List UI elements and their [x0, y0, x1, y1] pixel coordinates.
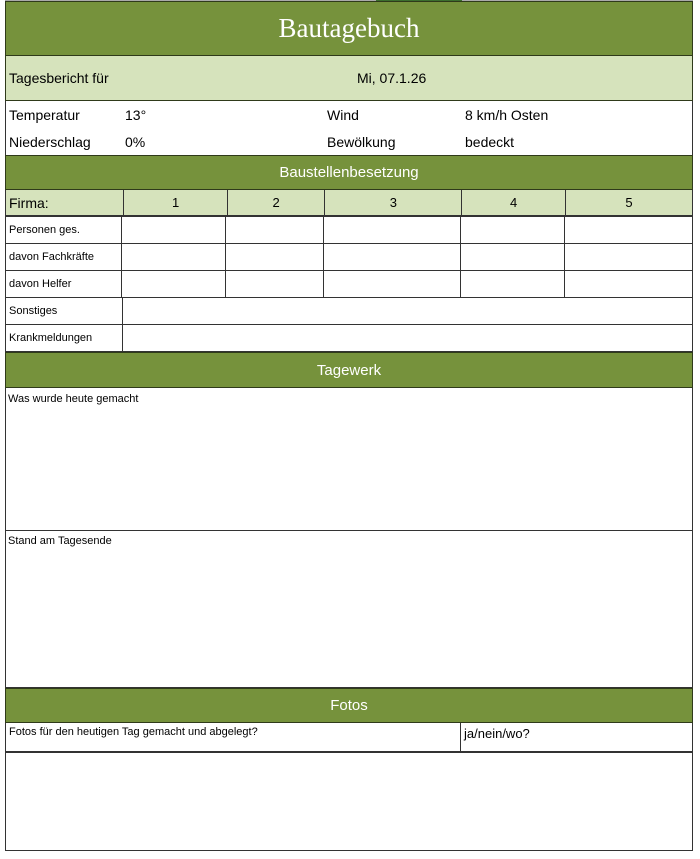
row-label-sick: Krankmeldungen: [6, 325, 123, 352]
firm-column-5: 5: [566, 190, 693, 216]
firm-column-2: 2: [228, 190, 326, 216]
firm-label: Firma:: [6, 190, 124, 216]
other-input-cell[interactable]: [123, 298, 693, 325]
table-cell[interactable]: [324, 217, 462, 244]
clouds-value[interactable]: bedeckt: [465, 134, 515, 150]
report-date-row: [5, 56, 693, 101]
temperature-value[interactable]: 13°: [125, 107, 147, 123]
weather-block: [5, 101, 693, 155]
staffing-row-skilled: [5, 244, 693, 271]
table-cell[interactable]: [461, 271, 565, 298]
table-cell[interactable]: [226, 271, 324, 298]
report-label: Tagesbericht für: [9, 70, 109, 86]
table-cell[interactable]: [565, 271, 693, 298]
table-cell[interactable]: [122, 217, 226, 244]
wind-value[interactable]: 8 km/h Osten: [465, 107, 549, 123]
table-cell[interactable]: [324, 271, 462, 298]
table-cell[interactable]: [565, 244, 693, 271]
status-label: Stand am Tagesende: [8, 535, 112, 547]
wind-label: Wind: [327, 107, 359, 123]
photos-header: Fotos: [5, 688, 693, 723]
row-label-helpers: davon Helfer: [6, 271, 122, 298]
photos-notes-area[interactable]: [5, 753, 693, 851]
end-of-day-status-area[interactable]: [5, 531, 693, 688]
clouds-label: Bewölkung: [327, 134, 396, 150]
table-cell[interactable]: [565, 217, 693, 244]
staffing-header: Baustellenbesetzung: [5, 155, 693, 190]
sick-input-cell[interactable]: [123, 325, 693, 352]
table-cell[interactable]: [461, 217, 565, 244]
row-label-skilled: davon Fachkräfte: [6, 244, 122, 271]
table-cell[interactable]: [226, 244, 324, 271]
staffing-row-sick: [5, 325, 693, 352]
table-cell[interactable]: [461, 244, 565, 271]
photos-question: Fotos für den heutigen Tag gemacht und abgelegt?: [6, 723, 461, 752]
work-done-label: Was wurde heute gemacht: [8, 393, 139, 405]
table-cell[interactable]: [226, 217, 324, 244]
precipitation-label: Niederschlag: [9, 134, 91, 150]
table-cell[interactable]: [122, 271, 226, 298]
table-cell[interactable]: [324, 244, 462, 271]
temperature-label: Temperatur: [9, 107, 80, 123]
work-header: Tagewerk: [5, 352, 693, 388]
photos-answer[interactable]: ja/nein/wo?: [461, 723, 693, 752]
report-date[interactable]: Mi, 07.1.26: [357, 70, 427, 86]
staffing-row-other: [5, 298, 693, 325]
row-label-other: Sonstiges: [6, 298, 123, 325]
document-title: Bautagebuch: [5, 1, 693, 56]
firm-column-4: 4: [462, 190, 565, 216]
precipitation-value[interactable]: 0%: [125, 134, 146, 150]
table-cell[interactable]: [122, 244, 226, 271]
staffing-row-helpers: [5, 271, 693, 298]
firm-header-row: [5, 190, 693, 217]
photos-question-row: [5, 723, 693, 753]
row-label-persons: Personen ges.: [6, 217, 122, 244]
staffing-row-persons: [5, 217, 693, 244]
firm-column-1: 1: [124, 190, 227, 216]
work-done-area[interactable]: [5, 388, 693, 531]
firm-column-3: 3: [325, 190, 462, 216]
